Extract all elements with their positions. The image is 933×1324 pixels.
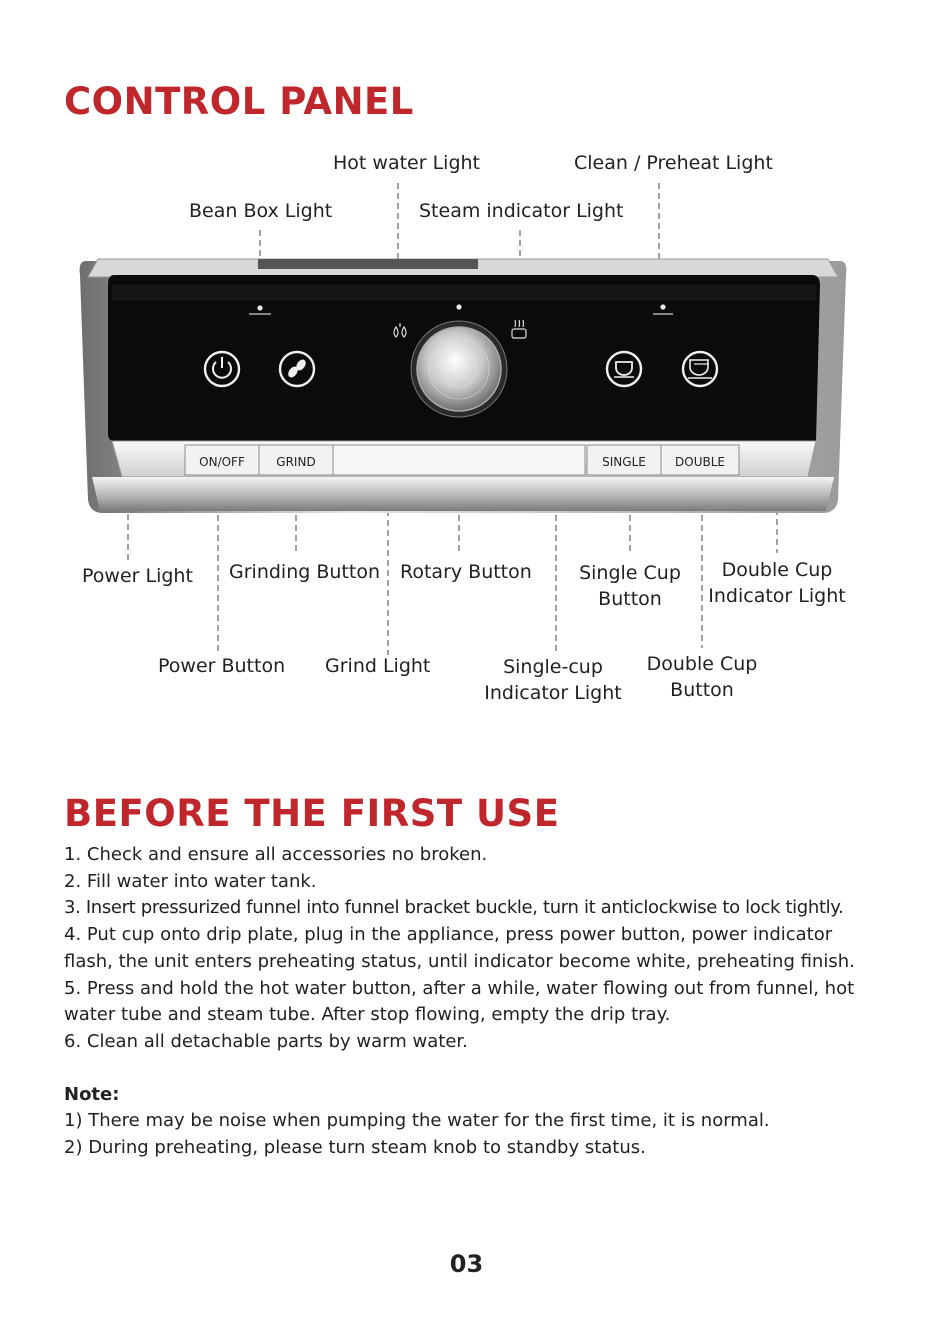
hot-water-light-label: Hot water Light: [333, 152, 480, 174]
page-number: 03: [449, 1250, 484, 1278]
rotary-button-label: Rotary Button: [400, 561, 532, 583]
double-cup-button-label: Double Cup Button: [646, 653, 758, 701]
instructions: [64, 842, 884, 1162]
note-item: 2) During preheating, please turn steam knob to standby status.: [64, 1137, 646, 1159]
bean-box-light-label: Bean Box Light: [189, 200, 333, 222]
steam-indicator-light-label: Steam indicator Light: [419, 200, 624, 222]
clean-preheat-light-label: Clean / Preheat Light: [574, 152, 773, 174]
single-cup-button-label: Single Cup Button: [579, 562, 681, 610]
control-panel-title: CONTROL PANEL: [64, 80, 414, 123]
step-item: 1. Check and ensure all accessories no broken.: [64, 844, 488, 865]
power-light-label: Power Light: [82, 565, 193, 587]
control-panel-illustration: [78, 255, 848, 515]
double-button-label: DOUBLE: [675, 455, 725, 469]
grinding-button-label: Grinding Button: [229, 561, 380, 583]
step-item: 3. Insert pressurized funnel into funnel bracket buckle, turn it anticlockwise to lock tightly.: [64, 897, 844, 919]
step-item: 5. Press and hold the hot water button, after a while, water flowing out from funnel, hot water tube and steam tube. After stop flowing, empty the drip tray.: [64, 977, 855, 1026]
double-cup-indicator-label: Double Cup Indicator Light: [708, 559, 846, 607]
before-first-use-title: BEFORE THE FIRST USE: [64, 792, 560, 835]
note-title: Note:: [64, 1083, 120, 1105]
step-item: 6. Clean all detachable parts by warm water.: [64, 1030, 468, 1052]
step-item: 4. Put cup onto drip plate, plug in the appliance, press power button, power indicator flash, the unit enters preheating status, until indicator become white, preheating finish.: [64, 924, 855, 972]
on-off-button-label: ON/OFF: [199, 455, 245, 469]
single-cup-indicator-label: Single-cup Indicator Light: [484, 656, 622, 704]
single-button-label: SINGLE: [602, 455, 646, 469]
step-item: 2. Fill water into water tank.: [64, 870, 317, 892]
note-item: 1) There may be noise when pumping the water for the first time, it is normal.: [64, 1110, 770, 1132]
power-button-label: Power Button: [158, 655, 286, 677]
grind-light-label: Grind Light: [325, 655, 431, 677]
grind-button-label: GRIND: [276, 455, 316, 469]
